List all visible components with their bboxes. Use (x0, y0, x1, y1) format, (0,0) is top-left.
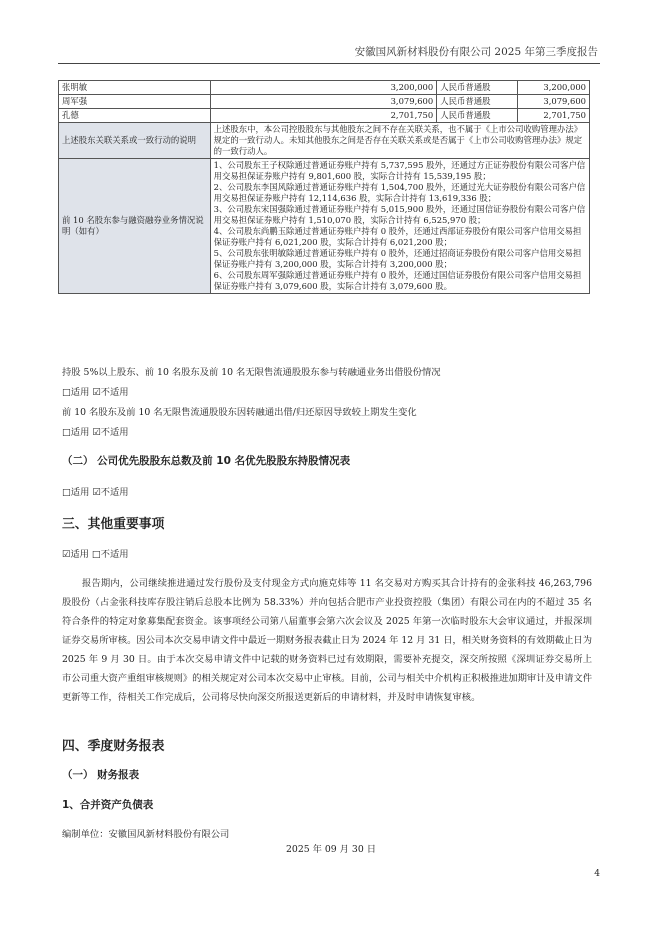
share-qty: 3,200,000 (518, 81, 590, 95)
share-qty: 3,079,600 (518, 95, 590, 109)
lending-applicability: □适用 ☑不适用 (62, 387, 129, 398)
change-applicability: □适用 ☑不适用 (62, 427, 129, 438)
financial-statements-subheading: （一） 财务报表 (62, 769, 140, 781)
statement-date: 2025 年 09 月 30 日 (286, 844, 376, 855)
preferred-shares-heading: （二） 公司优先股股东总数及前 10 名优先股股东持股情况表 (62, 455, 351, 467)
preferred-applicability: □适用 ☑不适用 (62, 487, 129, 498)
related-party-row (59, 123, 590, 159)
shareholder-table (58, 80, 590, 294)
section-other-matters-title: 三、其他重要事项 (62, 517, 165, 532)
compiler-label: 编制单位：安徽国风新材料股份有限公司 (62, 829, 230, 840)
shareholder-name: 周军强 (59, 95, 211, 109)
related-party-label: 上述股东关联关系或一致行动的说明 (59, 123, 211, 159)
shareholder-shares: 3,079,600 (210, 95, 437, 109)
share-type: 人民币普通股 (437, 95, 518, 109)
lending-statement: 持股 5%以上股东、前 10 名股东及前 10 名无限售流通股股东参与转融通业务出借股份情况 (62, 367, 441, 378)
balance-sheet-heading: 1、合并资产负债表 (62, 799, 154, 811)
table-row (59, 95, 590, 109)
list-item: 2、公司股东李国风除通过普通证券账户持有 1,504,700 股外，还通过光大证券股份有限公司客户信用交易担保证券账户持有 12,114,636 股，实际合计持有 13,619,336 股； (213, 182, 586, 203)
list-item: 1、公司股东王子权除通过普通证券账户持有 5,737,595 股外，还通过方正证券股份有限公司客户信用交易担保证券账户持有 9,801,600 股，实际合计持有 15,539,195 股； (213, 160, 586, 181)
list-item: 4、公司股东尚鹏玉除通过普通证券账户持有 0 股外，还通过西部证券股份有限公司客户信用交易担保证券账户持有 6,021,200 股，实际合计持有 6,021,200 股； (213, 226, 582, 247)
list-item: 3、公司股东宋国强除通过普通证券账户持有 5,015,900 股外，还通过国信证券股份有限公司客户信用交易担保证券账户持有 1,510,070 股，实际合计持有 6,525,970 股； (213, 204, 586, 225)
margin-financing-label: 前 10 名股东参与融资融券业务情况说明（如有） (59, 159, 211, 294)
shareholder-shares: 3,200,000 (210, 81, 437, 95)
related-party-text: 上述股东中，本公司控股股东与其他股东之间不存在关联关系，也不属于《上市公司收购管理办法》规定的一致行动人。未知其他股东之间是否存在关联关系或是否属于《上市公司收购管理办法》规定的一致行动人。 (210, 123, 589, 159)
list-item: 6、公司股东周军强除通过普通证券账户持有 0 股外，还通过国信证券股份有限公司客户信用交易担保证券账户持有 3,079,600 股，实际合计持有 3,079,600 股。 (213, 270, 582, 291)
table-row (59, 109, 590, 123)
report-header: 安徽国风新材料股份有限公司 2025 年第三季度报告 (354, 46, 598, 58)
header-divider (58, 63, 600, 64)
share-qty: 2,701,750 (518, 109, 590, 123)
section-financial-statements-title: 四、季度财务报表 (62, 739, 165, 754)
table-row (59, 81, 590, 95)
other-applicability: ☑适用 □不适用 (62, 549, 129, 560)
share-type: 人民币普通股 (437, 109, 518, 123)
other-matters-paragraph: 报告期内，公司继续推进通过发行股份及支付现金方式向施克炜等 11 名交易对方购买其合计持有的金张科技 46,263,796 股股份（占金张科技库存股注销后总股本比例为 58.33%）并向包括合肥市产业投资控股（集团）有限公司在内的不超过 35 名符合条件的特定对象募集配套资金。该事项经公司第八届董事会第六次会议及 2025 年第一次临时股东大会审议通过，并报深圳证券交易所审核。因公司本次交易申请文件中最近一期财务报表截止日为 2024 年 12 月 31 日，相关财务资料的有效期截止日为 2025 年 9 月 30 日。由于本次交易申请文件中记载的财务资料已过有效期限，需要补充提交，深交所按照《深圳证券交易所上市公司重大资产重组审核规则》的相关规定对公司本次交易中止审核。目前，公司与相关中介机构正积极推进加期审计及申请文件更新等工作，待相关工作完成后，公司将尽快向深交所报送更新后的申请材料，并及时申请恢复审核。 (62, 578, 592, 703)
shareholder-name: 孔德 (59, 109, 211, 123)
page-number: 4 (594, 869, 600, 879)
change-statement: 前 10 名股东及前 10 名无限售流通股股东因转融通出借/归还原因导致较上期发生变化 (62, 407, 417, 418)
shareholder-shares: 2,701,750 (210, 109, 437, 123)
shareholder-name: 张明敏 (59, 81, 211, 95)
list-item: 5、公司股东张明敏除通过普通证券账户持有 0 股外，还通过招商证券股份有限公司客户信用交易担保证券账户持有 3,200,000 股，实际合计持有 3,200,000 股； (213, 248, 582, 269)
margin-financing-details (210, 159, 589, 294)
margin-financing-row (59, 159, 590, 294)
share-type: 人民币普通股 (437, 81, 518, 95)
